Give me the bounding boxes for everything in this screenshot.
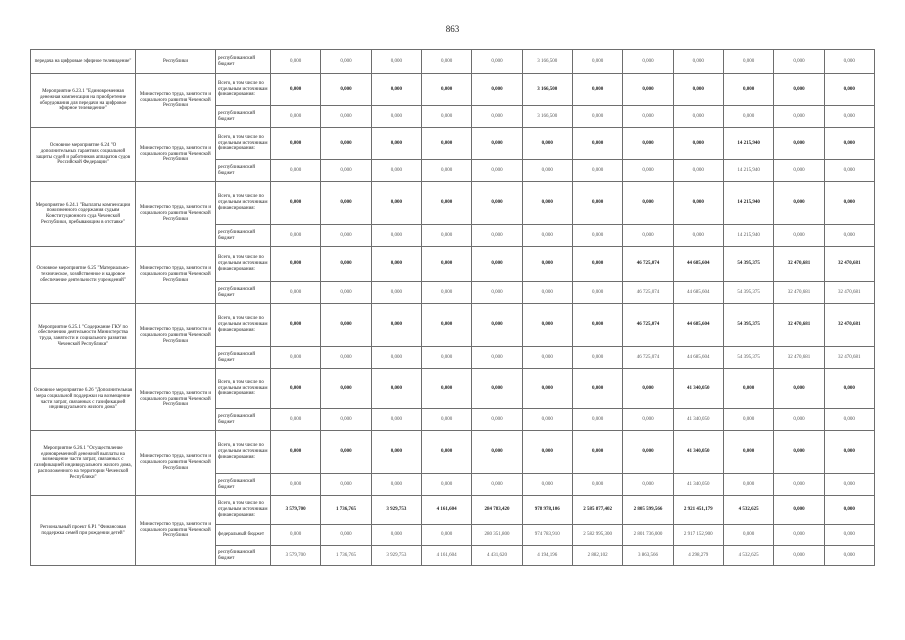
amount-cell: 0,000 [723, 369, 773, 409]
table-row [31, 50, 875, 74]
amount-cell: 0,000 [472, 409, 522, 431]
amount-cell: 0,000 [321, 474, 371, 496]
amount-cell: 0,000 [572, 74, 622, 106]
amount-cell: 0,000 [774, 106, 824, 128]
amount-cell: 0,000 [472, 282, 522, 304]
amount-cell: 0,000 [774, 50, 824, 74]
amount-cell: 0,000 [271, 106, 321, 128]
amount-cell: 0,000 [271, 128, 321, 160]
amount-cell: 4 431,620 [472, 546, 522, 566]
amount-cell: 54 395,375 [723, 347, 773, 369]
amount-cell: 0,000 [271, 50, 321, 74]
amount-cell: 0,000 [371, 474, 421, 496]
amount-cell: 0,000 [271, 474, 321, 496]
amount-cell: 0,000 [623, 74, 673, 106]
table-row [31, 128, 875, 160]
amount-cell: 14 215,940 [723, 225, 773, 247]
amount-cell: 0,000 [572, 409, 622, 431]
funding-source-cell: Всего, в том числе по отдельным источникам финансирования: [216, 74, 271, 106]
amount-cell: 0,000 [824, 431, 874, 474]
amount-cell: 0,000 [321, 160, 371, 182]
amount-cell: 0,000 [623, 160, 673, 182]
amount-cell: 44 685,604 [673, 347, 723, 369]
amount-cell: 14 215,940 [723, 128, 773, 160]
amount-cell: 32 470,681 [824, 247, 874, 282]
measure-name-cell: Региональный проект 6.Р1 "Финансовая поддержка семей при рождении детей" [31, 496, 136, 566]
amount-cell: 0,000 [371, 74, 421, 106]
amount-cell: 0,000 [673, 225, 723, 247]
amount-cell: 0,000 [321, 128, 371, 160]
amount-cell: 4 532,625 [723, 496, 773, 525]
amount-cell: 0,000 [371, 182, 421, 225]
amount-cell: 0,000 [774, 182, 824, 225]
amount-cell: 14 215,940 [723, 182, 773, 225]
amount-cell: 0,000 [572, 304, 622, 347]
amount-cell: 0,000 [723, 74, 773, 106]
amount-cell: 44 685,604 [673, 304, 723, 347]
amount-cell: 41 340,050 [673, 474, 723, 496]
amount-cell: 1 736,765 [321, 496, 371, 525]
amount-cell: 0,000 [522, 304, 572, 347]
funding-source-cell: республиканский бюджет [216, 347, 271, 369]
amount-cell: 0,000 [421, 160, 471, 182]
amount-cell: 0,000 [774, 74, 824, 106]
amount-cell: 2 801 736,000 [623, 525, 673, 546]
measure-name-cell: Основное мероприятие 6.25 "Материально-техническое, хозяйственное и кадровое обеспечение деятельности учреждений" [31, 247, 136, 304]
amount-cell: 32 470,681 [824, 347, 874, 369]
measure-name-cell: Мероприятие 6.26.1 "Осуществление единовременной денежной выплаты на возмещение части затрат, связанных с газификацией индивидуального жилого дома, расположенного на территории Чеченской Республики" [31, 431, 136, 496]
amount-cell: 0,000 [824, 496, 874, 525]
amount-cell: 0,000 [472, 182, 522, 225]
amount-cell: 0,000 [522, 247, 572, 282]
amount-cell: 0,000 [723, 431, 773, 474]
amount-cell: 0,000 [723, 474, 773, 496]
page-number: 863 [445, 24, 460, 34]
amount-cell: 0,000 [774, 128, 824, 160]
amount-cell: 3 579,700 [271, 546, 321, 566]
amount-cell: 0,000 [522, 474, 572, 496]
amount-cell: 0,000 [472, 225, 522, 247]
amount-cell: 0,000 [371, 50, 421, 74]
amount-cell: 0,000 [623, 50, 673, 74]
funding-source-cell: Всего, в том числе по отдельным источникам финансирования: [216, 304, 271, 347]
amount-cell: 0,000 [824, 525, 874, 546]
amount-cell: 0,000 [371, 347, 421, 369]
amount-cell: 41 340,050 [673, 431, 723, 474]
amount-cell: 3 579,700 [271, 496, 321, 525]
amount-cell: 0,000 [421, 431, 471, 474]
amount-cell: 0,000 [774, 496, 824, 525]
amount-cell: 0,000 [522, 409, 572, 431]
table-row [31, 369, 875, 409]
amount-cell: 32 470,681 [824, 304, 874, 347]
amount-cell: 0,000 [371, 431, 421, 474]
amount-cell: 46 725,074 [623, 304, 673, 347]
amount-cell: 0,000 [421, 182, 471, 225]
amount-cell: 974 783,910 [522, 525, 572, 546]
table-row [31, 304, 875, 347]
amount-cell: 0,000 [472, 369, 522, 409]
amount-cell: 0,000 [271, 282, 321, 304]
funding-source-cell: Всего, в том числе по отдельным источникам финансирования: [216, 369, 271, 409]
funding-source-cell: Всего, в том числе по отдельным источникам финансирования: [216, 128, 271, 160]
amount-cell: 0,000 [572, 128, 622, 160]
amount-cell: 0,000 [421, 128, 471, 160]
amount-cell: 0,000 [623, 369, 673, 409]
amount-cell: 0,000 [572, 160, 622, 182]
amount-cell: 0,000 [271, 247, 321, 282]
amount-cell: 0,000 [421, 525, 471, 546]
amount-cell: 0,000 [774, 431, 824, 474]
amount-cell: 0,000 [421, 282, 471, 304]
amount-cell: 0,000 [321, 369, 371, 409]
amount-cell: 0,000 [421, 74, 471, 106]
measure-name-cell: Мероприятие 6.23.1 "Единовременная денежная компенсация на приобретение оборудования для передачи на цифровое эфирное телевидение" [31, 74, 136, 128]
amount-cell: 0,000 [321, 304, 371, 347]
amount-cell: 0,000 [321, 431, 371, 474]
amount-cell: 0,000 [421, 106, 471, 128]
amount-cell: 2 882,102 [572, 546, 622, 566]
amount-cell: 0,000 [572, 225, 622, 247]
funding-source-cell: Всего, в том числе по отдельным источникам финансирования: [216, 247, 271, 282]
measure-name-cell: Основное мероприятие 6.24 "О дополнительных гарантиях социальной защиты судей и работников аппаратов судов Российской Федерации" [31, 128, 136, 182]
amount-cell: 0,000 [572, 247, 622, 282]
amount-cell: 0,000 [421, 50, 471, 74]
amount-cell: 0,000 [472, 347, 522, 369]
amount-cell: 32 470,681 [774, 247, 824, 282]
amount-cell: 0,000 [371, 247, 421, 282]
amount-cell: 0,000 [321, 50, 371, 74]
executor-cell: Министерство труда, занятости и социального развития Чеченской Республики [136, 182, 216, 247]
funding-source-cell: республиканский бюджет [216, 474, 271, 496]
amount-cell: 0,000 [824, 128, 874, 160]
amount-cell: 0,000 [472, 106, 522, 128]
executor-cell: Министерство труда, занятости и социального развития Чеченской Республики [136, 369, 216, 431]
budget-table [30, 49, 875, 566]
amount-cell: 0,000 [371, 282, 421, 304]
amount-cell: 0,000 [774, 369, 824, 409]
amount-cell: 0,000 [271, 304, 321, 347]
amount-cell: 0,000 [522, 160, 572, 182]
amount-cell: 0,000 [271, 74, 321, 106]
amount-cell: 41 340,050 [673, 369, 723, 409]
amount-cell: 0,000 [472, 160, 522, 182]
amount-cell: 46 725,074 [623, 247, 673, 282]
amount-cell: 0,000 [572, 347, 622, 369]
amount-cell: 0,000 [421, 347, 471, 369]
amount-cell: 0,000 [321, 106, 371, 128]
amount-cell: 0,000 [371, 304, 421, 347]
amount-cell: 0,000 [572, 369, 622, 409]
amount-cell: 0,000 [623, 182, 673, 225]
executor-cell: Министерство труда, занятости и социального развития Чеченской Республики [136, 128, 216, 182]
amount-cell: 0,000 [321, 409, 371, 431]
amount-cell: 0,000 [824, 369, 874, 409]
amount-cell: 44 685,604 [673, 282, 723, 304]
amount-cell: 0,000 [271, 369, 321, 409]
amount-cell: 0,000 [271, 431, 321, 474]
amount-cell: 0,000 [321, 225, 371, 247]
amount-cell: 4 532,625 [723, 546, 773, 566]
amount-cell: 0,000 [572, 50, 622, 74]
amount-cell: 0,000 [371, 106, 421, 128]
amount-cell: 0,000 [774, 225, 824, 247]
amount-cell: 0,000 [824, 50, 874, 74]
amount-cell: 0,000 [723, 525, 773, 546]
amount-cell: 32 470,681 [774, 282, 824, 304]
amount-cell: 0,000 [673, 182, 723, 225]
amount-cell: 14 215,940 [723, 160, 773, 182]
amount-cell: 0,000 [824, 474, 874, 496]
funding-source-cell: республиканский бюджет [216, 225, 271, 247]
amount-cell: 0,000 [774, 525, 824, 546]
amount-cell: 4 161,604 [421, 496, 471, 525]
amount-cell: 0,000 [321, 347, 371, 369]
amount-cell: 0,000 [522, 182, 572, 225]
amount-cell: 3 166,500 [522, 50, 572, 74]
amount-cell: 0,000 [522, 225, 572, 247]
amount-cell: 0,000 [522, 369, 572, 409]
amount-cell: 0,000 [421, 409, 471, 431]
amount-cell: 0,000 [824, 106, 874, 128]
funding-source-cell: Всего, в том числе по отдельным источникам финансирования: [216, 431, 271, 474]
amount-cell: 0,000 [723, 50, 773, 74]
amount-cell: 284 783,420 [472, 496, 522, 525]
amount-cell: 0,000 [472, 431, 522, 474]
amount-cell: 0,000 [673, 160, 723, 182]
measure-name-cell: Мероприятие 6.25.1 "Содержание ГКУ по обеспечению деятельности Министерства труда, занятости и социального развития Чеченской Республики" [31, 304, 136, 369]
amount-cell: 0,000 [271, 409, 321, 431]
amount-cell: 44 685,604 [673, 247, 723, 282]
amount-cell: 0,000 [723, 106, 773, 128]
amount-cell: 0,000 [472, 128, 522, 160]
amount-cell: 0,000 [824, 546, 874, 566]
table-row [31, 496, 875, 525]
amount-cell: 1 736,765 [321, 546, 371, 566]
amount-cell: 0,000 [271, 182, 321, 225]
amount-cell: 32 470,681 [824, 282, 874, 304]
amount-cell: 0,000 [321, 182, 371, 225]
executor-cell: Республики [136, 50, 216, 74]
amount-cell: 280 351,800 [472, 525, 522, 546]
table-row [31, 247, 875, 282]
amount-cell: 978 978,106 [522, 496, 572, 525]
amount-cell: 0,000 [472, 304, 522, 347]
amount-cell: 0,000 [421, 369, 471, 409]
amount-cell: 0,000 [673, 74, 723, 106]
amount-cell: 0,000 [623, 225, 673, 247]
amount-cell: 32 470,681 [774, 347, 824, 369]
amount-cell: 0,000 [321, 74, 371, 106]
funding-source-cell: республиканский бюджет [216, 546, 271, 566]
amount-cell: 0,000 [271, 225, 321, 247]
amount-cell: 0,000 [824, 74, 874, 106]
amount-cell: 0,000 [623, 431, 673, 474]
amount-cell: 0,000 [572, 182, 622, 225]
funding-source-cell: республиканский бюджет [216, 50, 271, 74]
amount-cell: 2 917 152,900 [673, 525, 723, 546]
amount-cell: 0,000 [774, 546, 824, 566]
amount-cell: 0,000 [472, 474, 522, 496]
amount-cell: 4 194,196 [522, 546, 572, 566]
amount-cell: 0,000 [371, 409, 421, 431]
amount-cell: 3 929,753 [371, 496, 421, 525]
amount-cell: 0,000 [472, 50, 522, 74]
funding-source-cell: республиканский бюджет [216, 282, 271, 304]
executor-cell: Министерство труда, занятости и социального развития Чеченской Республики [136, 496, 216, 566]
executor-cell: Министерство труда, занятости и социального развития Чеченской Республики [136, 247, 216, 304]
amount-cell: 0,000 [623, 106, 673, 128]
amount-cell: 0,000 [572, 282, 622, 304]
amount-cell: 54 395,375 [723, 282, 773, 304]
amount-cell: 0,000 [572, 106, 622, 128]
measure-name-cell: Мероприятие 6.24.1 "Выплаты компенсации пожизненного содержания судьям Конституционного суда Чеченской Республики, пребывающим в отставке" [31, 182, 136, 247]
amount-cell: 0,000 [421, 474, 471, 496]
amount-cell: 0,000 [271, 160, 321, 182]
amount-cell: 0,000 [774, 409, 824, 431]
amount-cell: 32 470,681 [774, 304, 824, 347]
funding-source-cell: Всего, в том числе по отдельным источникам финансирования: [216, 496, 271, 525]
amount-cell: 0,000 [421, 247, 471, 282]
amount-cell: 0,000 [522, 431, 572, 474]
amount-cell: 0,000 [371, 225, 421, 247]
funding-source-cell: Всего, в том числе по отдельным источникам финансирования: [216, 182, 271, 225]
amount-cell: 0,000 [371, 160, 421, 182]
amount-cell: 2 582 995,300 [572, 525, 622, 546]
amount-cell: 0,000 [824, 409, 874, 431]
amount-cell: 0,000 [371, 369, 421, 409]
amount-cell: 0,000 [572, 474, 622, 496]
executor-cell: Министерство труда, занятости и социального развития Чеченской Республики [136, 304, 216, 369]
amount-cell: 0,000 [623, 409, 673, 431]
amount-cell: 0,000 [321, 525, 371, 546]
amount-cell: 0,000 [673, 106, 723, 128]
amount-cell: 54 395,375 [723, 304, 773, 347]
executor-cell: Министерство труда, занятости и социального развития Чеченской Республики [136, 431, 216, 496]
amount-cell: 4 298,279 [673, 546, 723, 566]
amount-cell: 0,000 [271, 525, 321, 546]
amount-cell: 0,000 [673, 50, 723, 74]
amount-cell: 46 725,074 [623, 347, 673, 369]
amount-cell: 2 585 877,402 [572, 496, 622, 525]
amount-cell: 0,000 [824, 160, 874, 182]
table-row [31, 74, 875, 106]
funding-source-cell: республиканский бюджет [216, 409, 271, 431]
amount-cell: 0,000 [371, 128, 421, 160]
amount-cell: 0,000 [774, 160, 824, 182]
amount-cell: 3 863,566 [623, 546, 673, 566]
amount-cell: 0,000 [723, 409, 773, 431]
amount-cell: 0,000 [421, 304, 471, 347]
measure-name-cell: передача на цифровые эфирное телевидение" [31, 50, 136, 74]
amount-cell: 0,000 [522, 282, 572, 304]
amount-cell: 0,000 [623, 128, 673, 160]
amount-cell: 0,000 [522, 347, 572, 369]
amount-cell: 3 166,500 [522, 74, 572, 106]
amount-cell: 0,000 [421, 225, 471, 247]
amount-cell: 0,000 [472, 247, 522, 282]
amount-cell: 0,000 [371, 525, 421, 546]
amount-cell: 0,000 [522, 128, 572, 160]
funding-source-cell: федеральный бюджет [216, 525, 271, 546]
amount-cell: 46 725,074 [623, 282, 673, 304]
amount-cell: 2 805 599,566 [623, 496, 673, 525]
amount-cell: 0,000 [824, 225, 874, 247]
amount-cell: 0,000 [321, 247, 371, 282]
amount-cell: 4 161,604 [421, 546, 471, 566]
funding-source-cell: республиканский бюджет [216, 106, 271, 128]
table-row [31, 182, 875, 225]
amount-cell: 0,000 [321, 282, 371, 304]
funding-source-cell: республиканский бюджет [216, 160, 271, 182]
amount-cell: 0,000 [572, 431, 622, 474]
amount-cell: 41 340,050 [673, 409, 723, 431]
executor-cell: Министерство труда, занятости и социального развития Чеченской Республики [136, 74, 216, 128]
amount-cell: 0,000 [673, 128, 723, 160]
table-row [31, 431, 875, 474]
measure-name-cell: Основное мероприятие 6.26 "Дополнительная мера социальной поддержки на возмещение части затрат, связанных с газификацией индивидуального жилого дома" [31, 369, 136, 431]
amount-cell: 3 166,500 [522, 106, 572, 128]
amount-cell: 0,000 [271, 347, 321, 369]
amount-cell: 2 921 451,179 [673, 496, 723, 525]
amount-cell: 54 395,375 [723, 247, 773, 282]
amount-cell: 0,000 [824, 182, 874, 225]
amount-cell: 0,000 [623, 474, 673, 496]
amount-cell: 3 929,753 [371, 546, 421, 566]
amount-cell: 0,000 [472, 74, 522, 106]
amount-cell: 0,000 [774, 474, 824, 496]
